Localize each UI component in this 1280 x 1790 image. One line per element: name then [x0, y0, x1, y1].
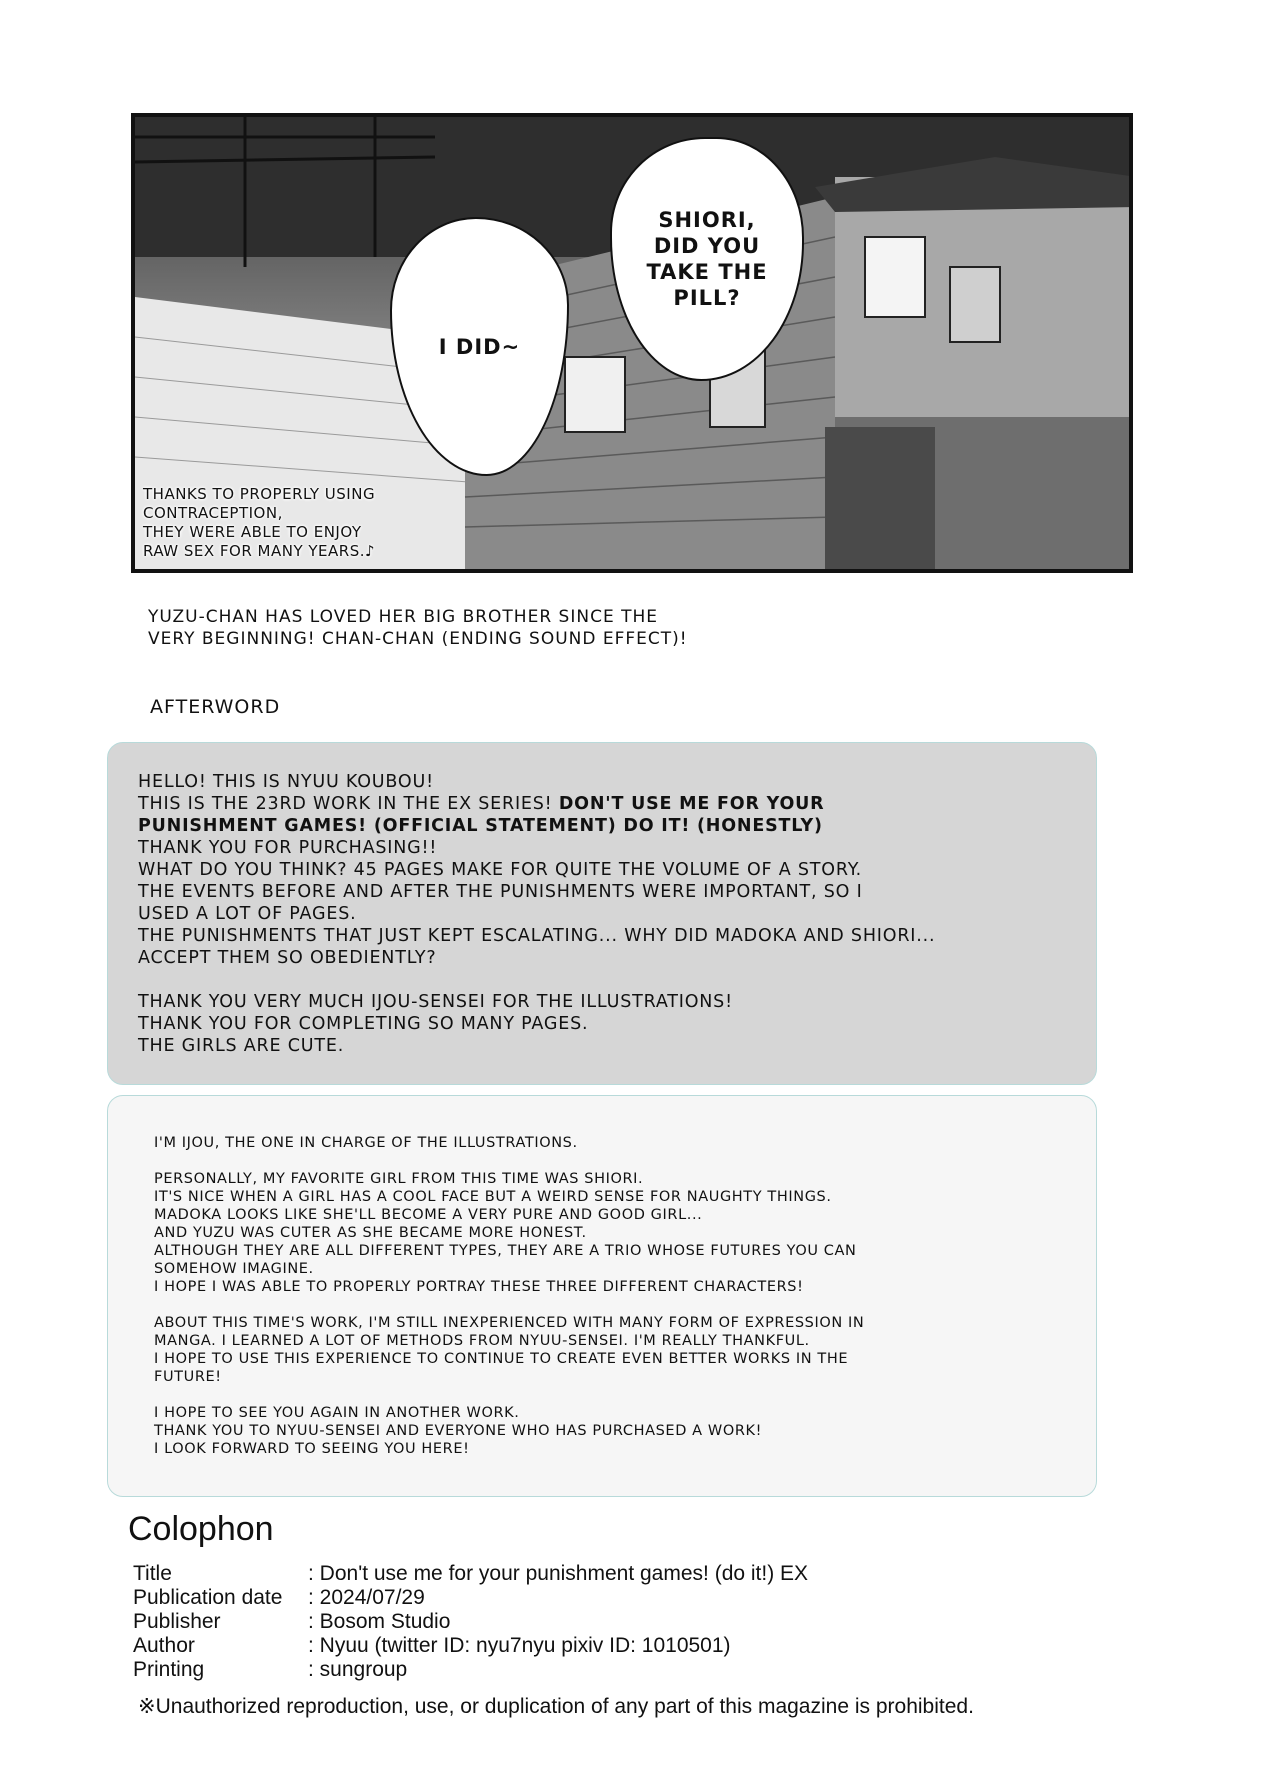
- colophon-value: : Bosom Studio: [308, 1610, 451, 1633]
- afterword-heading: AFTERWORD: [150, 696, 281, 718]
- colophon-label: Publication date: [133, 1586, 283, 1609]
- nyuu-paragraph-1: [138, 771, 1066, 969]
- ending-caption: YUZU-CHAN HAS LOVED HER BIG BROTHER SINCE THE VERY BEGINNING! CHAN-CHAN (ENDING SOUND EFFECT)!: [148, 607, 688, 649]
- ijou-paragraph-2: PERSONALLY, MY FAVORITE GIRL FROM THIS TIME WAS SHIORI. IT'S NICE WHEN A GIRL HAS A COOL FACE BUT A WEIRD SENSE FOR NAUGHTY THINGS. MADOKA LOOKS LIKE SHE'LL BECOME A VERY PURE AND GOOD GIRL... AND YUZU WAS CUTER AS SHE BECAME MORE HONEST. ALTHOUGH THEY ARE ALL DIFFERENT TYPES, THEY ARE A TRIO WHOSE FUTURES YOU CAN SOMEHOW IMAGINE. I HOPE I WAS ABLE TO PROPERLY PORTRAY THESE THREE DIFFERENT CHARACTERS!: [154, 1171, 857, 1295]
- ijou-paragraph-1: I'M IJOU, THE ONE IN CHARGE OF THE ILLUSTRATIONS.: [154, 1135, 578, 1151]
- colophon-label: Printing: [133, 1658, 205, 1681]
- colophon-label: Publisher: [133, 1610, 221, 1633]
- colophon-row: [133, 1586, 808, 1610]
- colophon-label: Title: [133, 1562, 172, 1585]
- nyuu-text: HELLO! THIS IS NYUU KOUBOU! THIS IS THE 23RD WORK IN THE EX SERIES!: [138, 772, 553, 814]
- colophon-table: [133, 1562, 808, 1682]
- manga-panel: [131, 113, 1133, 573]
- nyuu-text: THANK YOU FOR PURCHASING!! WHAT DO YOU THINK? 45 PAGES MAKE FOR QUITE THE VOLUME OF A STORY. THE EVENTS BEFORE AND AFTER THE PUNISHMENTS WERE IMPORTANT, SO I USED A LOT OF PAGES. THE PUNISHMENTS THAT JUST KEPT ESCALATING... WHY DID MADOKA AND SHIORI... ACCEPT THEM SO OBEDIENTLY?: [138, 838, 936, 968]
- colophon-label: Author: [133, 1634, 195, 1657]
- colophon-row: [133, 1610, 808, 1634]
- afterword-box-ijou: [107, 1095, 1097, 1497]
- afterword-box-nyuu: [107, 742, 1097, 1085]
- ijou-paragraph-3: ABOUT THIS TIME'S WORK, I'M STILL INEXPERIENCED WITH MANY FORM OF EXPRESSION IN MANGA. I LEARNED A LOT OF METHODS FROM NYUU-SENSEI. I'M REALLY THANKFUL. I HOPE TO USE THIS EXPERIENCE TO CONTINUE TO CREATE EVEN BETTER WORKS IN THE FUTURE!: [154, 1315, 865, 1385]
- ijou-paragraph-4: I HOPE TO SEE YOU AGAIN IN ANOTHER WORK. THANK YOU TO NYUU-SENSEI AND EVERYONE WHO HAS PURCHASED A WORK! I LOOK FORWARD TO SEEING YOU HERE!: [154, 1405, 763, 1457]
- colophon-row: [133, 1658, 808, 1682]
- colophon-value: : 2024/07/29: [308, 1586, 425, 1609]
- colophon-value: : Nyuu (twitter ID: nyu7nyu pixiv ID: 1010501): [308, 1634, 731, 1657]
- colophon-title: Colophon: [128, 1510, 274, 1548]
- colophon-value: : Don't use me for your punishment games! (do it!) EX: [308, 1562, 809, 1585]
- panel-caption: THANKS TO PROPERLY USING CONTRACEPTION, THEY WERE ABLE TO ENJOY RAW SEX FOR MANY YEARS.♪: [143, 485, 376, 560]
- nyuu-paragraph-2: THANK YOU VERY MUCH IJOU-SENSEI FOR THE ILLUSTRATIONS! THANK YOU FOR COMPLETING SO MANY PAGES. THE GIRLS ARE CUTE.: [138, 992, 733, 1056]
- speech-bubble-left: I DID~: [390, 217, 569, 476]
- nyuu-bold-text: DON'T USE ME FOR YOUR PUNISHMENT GAMES! (OFFICIAL STATEMENT) DO IT! (HONESTLY): [138, 794, 825, 836]
- colophon-row: [133, 1562, 808, 1586]
- colophon-value: : sungroup: [308, 1658, 408, 1681]
- speech-bubble-right: SHIORI, DID YOU TAKE THE PILL?: [610, 137, 804, 381]
- colophon-row: [133, 1634, 808, 1658]
- copyright-notice: ※Unauthorized reproduction, use, or duplication of any part of this magazine is prohibited.: [138, 1695, 974, 1718]
